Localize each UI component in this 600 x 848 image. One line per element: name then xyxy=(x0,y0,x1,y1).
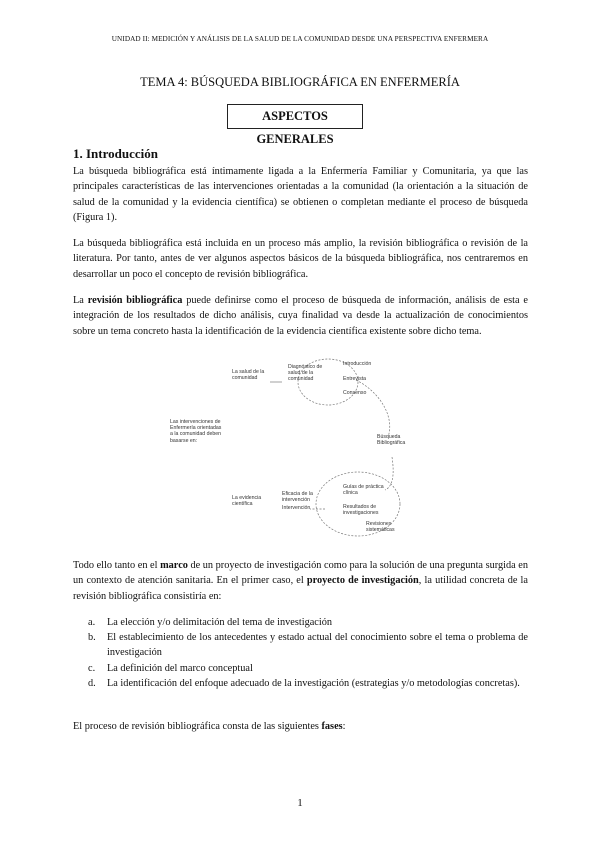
diagram-label-busqueda: Búsqueda Bibliográfica xyxy=(377,434,406,447)
list-item xyxy=(73,676,528,691)
diagram-label-entrevista: Entrevista xyxy=(343,376,367,382)
list-item xyxy=(73,615,528,630)
list-marker: a. xyxy=(88,617,96,628)
diagram-label-intervenciones: Las intervenciones de Enfermería orientadas a la comunidad deben basarse en: xyxy=(170,419,222,444)
diagram-label-diagnostico: Diagnóstico de salud de la comunidad xyxy=(288,364,323,383)
text-run: , la utilidad concreta de la revisión bibliográfica consistiría en: xyxy=(73,575,528,602)
diagram-label-eficacia: Eficacia de la intervención xyxy=(282,491,313,504)
running-header: UNIDAD II: MEDICIÓN Y ANÁLISIS DE LA SALUD DE LA COMUNIDAD DESDE UNA PERSPECTIVA ENFERMERA xyxy=(111,35,489,43)
list-marker: c. xyxy=(88,662,96,674)
text-run: Todo ello tanto en el xyxy=(73,560,161,571)
paragraph-phases xyxy=(73,719,528,734)
utility-list xyxy=(73,615,528,691)
diagram-label-resultados: Resultados de investigaciones xyxy=(343,504,379,517)
page-title: TEMA 4: BÚSQUEDA BIBLIOGRÁFICA EN ENFERMERÍA xyxy=(140,75,460,89)
list-text: La identificación del enfoque adecuado de la investigación (estrategias y/o metodologías concretas). xyxy=(107,677,520,689)
diagram-label-salud: La salud de la comunidad xyxy=(232,369,265,382)
list-text: La elección y/o delimitación del tema de investigación xyxy=(107,617,333,628)
bold-term: revisión bibliográfica xyxy=(87,295,183,306)
paragraph-intro: La búsqueda bibliográfica está íntimamente ligada a la Enfermería Familiar y Comunitaria, ya que las principales características de las intervenciones orientadas a la comunidad (la orientación a la situación de salud de la comunidad y la evidencia científica) se obtienen o completan mediante el proceso de búsqueda (Figura 1). xyxy=(73,166,528,224)
figure-1-diagram xyxy=(170,352,540,542)
text-run: El proceso de revisión bibliográfica consta de las siguientes xyxy=(73,721,322,732)
diagram-label-revisiones: Revisiones sistemáticas xyxy=(366,521,395,534)
diagram-label-intervencion: Intervención xyxy=(282,505,311,511)
text-run: La xyxy=(73,295,88,306)
text-run: de un proyecto de investigación como para la solución de una pregunta surgida en un contexto de atención sanitaria. En el primer caso, el xyxy=(73,560,528,587)
list-marker: b. xyxy=(88,632,96,644)
page-number: 1 xyxy=(297,797,303,809)
diagram-label-consenso: Consenso xyxy=(343,390,367,396)
bold-term: proyecto de investigación xyxy=(306,575,419,587)
diagram-label-evidencia: La evidencia científica xyxy=(232,495,262,508)
arrow-to-busqueda xyxy=(356,380,390,437)
bold-term: fases xyxy=(321,721,343,732)
diagram-label-guias: Guías de práctica clínica xyxy=(343,484,384,497)
section-box-title: ASPECTOS GENERALES xyxy=(227,104,363,129)
paragraph-definition xyxy=(73,293,528,339)
list-item xyxy=(73,661,528,676)
list-marker: d. xyxy=(88,677,96,689)
section-heading: 1. Introducción xyxy=(73,146,158,161)
text-run: puede definirse como el proceso de búsqueda de información, análisis de esta e integración de los resultados de dicho análisis, cuya finalidad va desde la actualización de conocimientos sobre un tema concreto hasta la identificación de la evidencia científica existente sobre dicho tema. xyxy=(73,295,529,337)
paragraph-context xyxy=(73,558,528,604)
diagram-label-introduccion: Introducción xyxy=(343,361,372,367)
list-text: La definición del marco conceptual xyxy=(107,662,253,674)
paragraph-literature-review: La búsqueda bibliográfica está incluida en un proceso más amplio, la revisión bibliográfica o revisión de la literatura. Por tanto, antes de ver algunos aspectos básicos de la búsqueda bibliográfica, nos centraremos en desarrollar un poco el concepto de revisión bibliográfica. xyxy=(73,238,528,280)
list-text: El establecimiento de los antecedentes y estado actual del conocimiento sobre el tema o problema de investigación xyxy=(107,632,528,659)
bold-term: marco xyxy=(160,560,188,571)
text-run: : xyxy=(342,721,346,732)
list-item xyxy=(73,630,528,660)
